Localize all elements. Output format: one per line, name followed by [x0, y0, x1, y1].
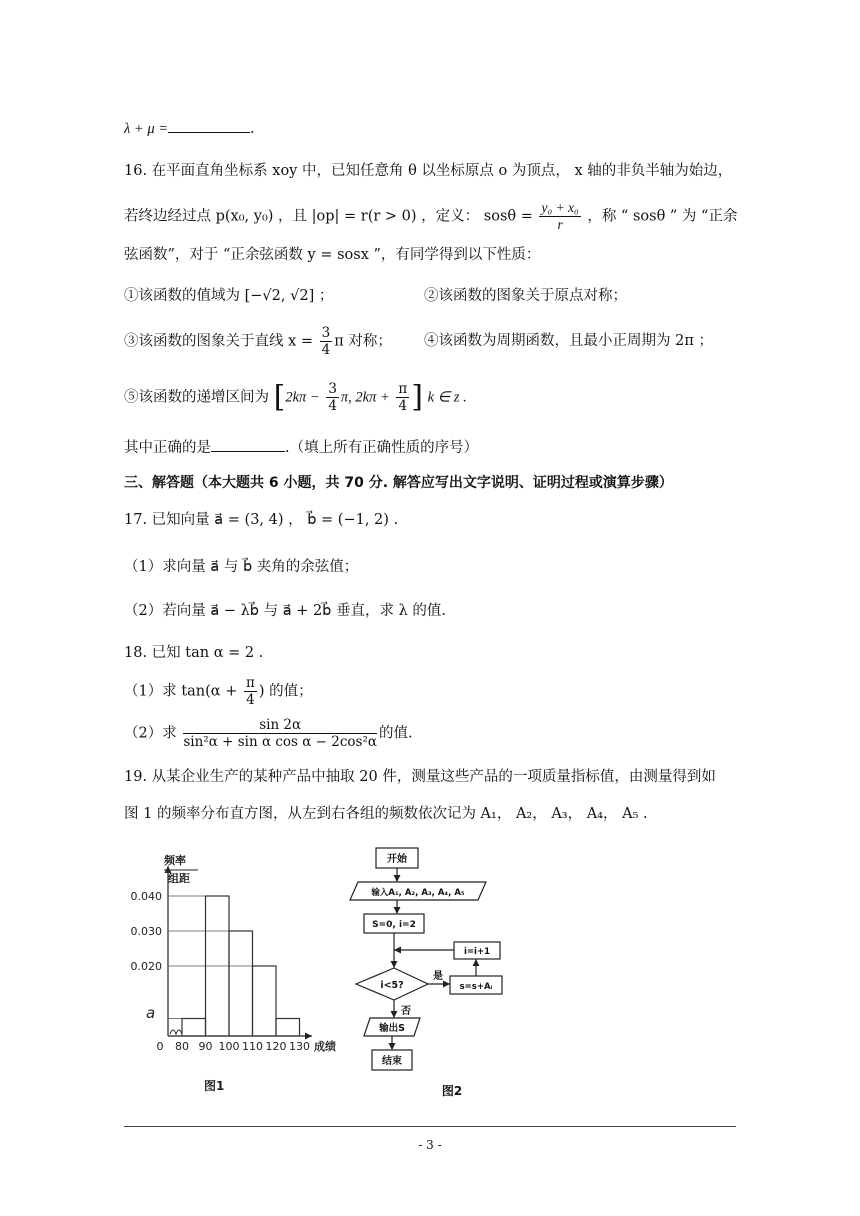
- page-number: - 3 -: [418, 1138, 442, 1152]
- init-label: S=0, i=2: [372, 920, 416, 930]
- q17-part-1: （1）求向量 a⃗ 与 b⃗ 夹角的余弦值；: [124, 559, 359, 575]
- left-bracket: [: [273, 379, 286, 415]
- fraction-numerator: π: [245, 675, 255, 691]
- answer-blank: [211, 437, 285, 452]
- interval-tail: k ∈ z .: [427, 389, 467, 406]
- q18-line-1: 18. 已知 tan α = 2 .: [124, 645, 264, 661]
- q16-property-1: ①该函数的值域为 [−√2, √2] ；: [124, 288, 334, 304]
- q16-line-3: 弦函数”，对于 “正余弦函数 y = sosx ”，有同学得到以下性质：: [124, 247, 541, 263]
- q16-def-tail: ，称 “ sosθ ” 为 “正余: [587, 208, 738, 225]
- x-tick-label: 80: [175, 1040, 189, 1053]
- fraction-denominator: 4: [398, 398, 408, 414]
- part-1-fraction: [244, 675, 257, 708]
- q16-property-3: [124, 325, 392, 358]
- x-tick-label: 90: [198, 1040, 213, 1053]
- q16-def-fraction: [539, 200, 580, 233]
- q16-property-4: ④该函数为周期函数，且最小正周期为 2π ；: [424, 333, 713, 349]
- sum-label: s=s+Aᵢ: [459, 982, 493, 992]
- ylabel-bottom: 组距: [168, 872, 190, 885]
- histogram-bar-120-130: [276, 1019, 300, 1037]
- histogram-bar-100-110: [229, 931, 253, 1036]
- property-5-text: ⑤该函数的递增区间为: [124, 389, 269, 406]
- a-label: a: [146, 1004, 156, 1022]
- fraction-denominator: 4: [246, 692, 255, 708]
- ylabel-top: 频率: [164, 854, 186, 867]
- part-2-fraction: [183, 717, 377, 750]
- y-tick-label: 0.030: [130, 925, 162, 938]
- y-tick-label: 0.040: [130, 890, 162, 903]
- part-1-text: （1）求 tan(α +: [124, 683, 238, 700]
- section-3-heading: 三、解答题（本大题共 6 小题，共 70 分. 解答应写出文字说明、证明过程或演算步骤）: [124, 475, 673, 491]
- footer-rule: [124, 1126, 736, 1127]
- fraction-denominator: 4: [328, 398, 337, 414]
- axis-break-mark: [170, 1030, 182, 1034]
- answer-blank: [168, 118, 250, 133]
- q18-part-1: [124, 675, 313, 708]
- flowchart-figure: [340, 838, 510, 1100]
- q16-line-1: 16. 在平面直角坐标系 xoy 中，已知任意角 θ 以坐标原点 o 为顶点， x 轴的非负半轴为始边，: [124, 163, 733, 179]
- part-2-tail: 的值.: [379, 725, 413, 742]
- part-2-text: （2）求: [124, 725, 177, 742]
- output-label: 输出S: [379, 1023, 405, 1034]
- interval-part-2: π, 2kπ +: [340, 389, 390, 406]
- histogram-figure: [120, 848, 340, 1098]
- x-tick-label: 100: [218, 1040, 240, 1053]
- figure-1-caption: 图1: [204, 1079, 225, 1093]
- answer-prompt: 其中正确的是: [124, 440, 211, 456]
- fraction-numerator: sin 2α: [183, 717, 377, 734]
- fraction-numerator: y₀ + x₀: [541, 200, 579, 215]
- fraction-denominator: r: [557, 217, 563, 232]
- right-bracket: ]: [411, 379, 423, 415]
- condition-label: i<5?: [380, 980, 404, 991]
- q19-line-2: 图 1 的频率分布直方图，从左到右各组的频数依次记为 A₁， A₂， A₃， A₄， A₅ .: [124, 806, 648, 822]
- figure-2-caption: 图2: [441, 1084, 463, 1098]
- q16-property-5: [124, 381, 467, 414]
- no-label: 否: [401, 1006, 411, 1017]
- fraction-denominator: sin²α + sin α cos α − 2cos²α: [183, 734, 377, 750]
- part-1-tail: ) 的值；: [258, 683, 313, 700]
- interval-fraction-1: [326, 381, 339, 414]
- property-3-fraction: [320, 325, 333, 358]
- property-3-text: ③该函数的图象关于直线 x =: [124, 333, 314, 350]
- q17-part-2: （2）若向量 a⃗ − λb⃗ 与 a⃗ + 2b⃗ 垂直，求 λ 的值.: [124, 603, 447, 619]
- q17-line-1: 17. 已知向量 a⃗ = (3, 4) ， b⃗ = (−1, 2) .: [124, 512, 399, 528]
- fraction-numerator: π: [398, 381, 408, 397]
- fraction-denominator: 4: [321, 342, 331, 358]
- q15-period: .: [250, 121, 255, 137]
- answer-instruction: .（填上所有正确性质的序号）: [285, 440, 479, 456]
- increment-label: i=i+1: [464, 947, 490, 957]
- q19-line-1: 19. 从某企业生产的某种产品中抽取 20 件，测量这些产品的一项质量指标值，由测量得到如: [124, 769, 716, 785]
- q18-part-2: [124, 717, 413, 750]
- q16-line-2: [124, 200, 737, 233]
- fraction-numerator: 3: [321, 325, 331, 341]
- interval-part-1: 2kπ −: [285, 389, 320, 406]
- y-tick-label: 0.020: [130, 960, 162, 973]
- x-tick-label: 120: [265, 1040, 287, 1053]
- x-tick-label: 130: [289, 1040, 310, 1053]
- fraction-numerator: 3: [328, 381, 337, 397]
- property-3-tail: π 对称；: [334, 333, 392, 350]
- x-tick-label: 0: [156, 1040, 164, 1053]
- end-label: 结束: [382, 1056, 402, 1067]
- q16-answer-line: [124, 437, 478, 458]
- q16-property-2: ②该函数的图象关于原点对称；: [424, 288, 627, 304]
- q16-def-text: 若终边经过点 p(x₀, y₀) ，且 |op| = r(r > 0) ，定义： sosθ =: [124, 208, 533, 225]
- start-label: 开始: [387, 854, 407, 865]
- histogram-bar-80-90: [182, 1019, 206, 1037]
- input-label: 输入A₁, A₂, A₃, A₄, A₅: [371, 888, 465, 898]
- interval-fraction-2: [396, 381, 409, 414]
- xlabel: 成绩: [314, 1040, 336, 1053]
- q15-answer-line: [124, 118, 255, 139]
- histogram-bar-110-120: [253, 966, 277, 1036]
- yes-label: 是: [433, 971, 443, 982]
- q15-expression: λ + μ =: [124, 121, 169, 137]
- x-tick-label: 110: [242, 1040, 263, 1053]
